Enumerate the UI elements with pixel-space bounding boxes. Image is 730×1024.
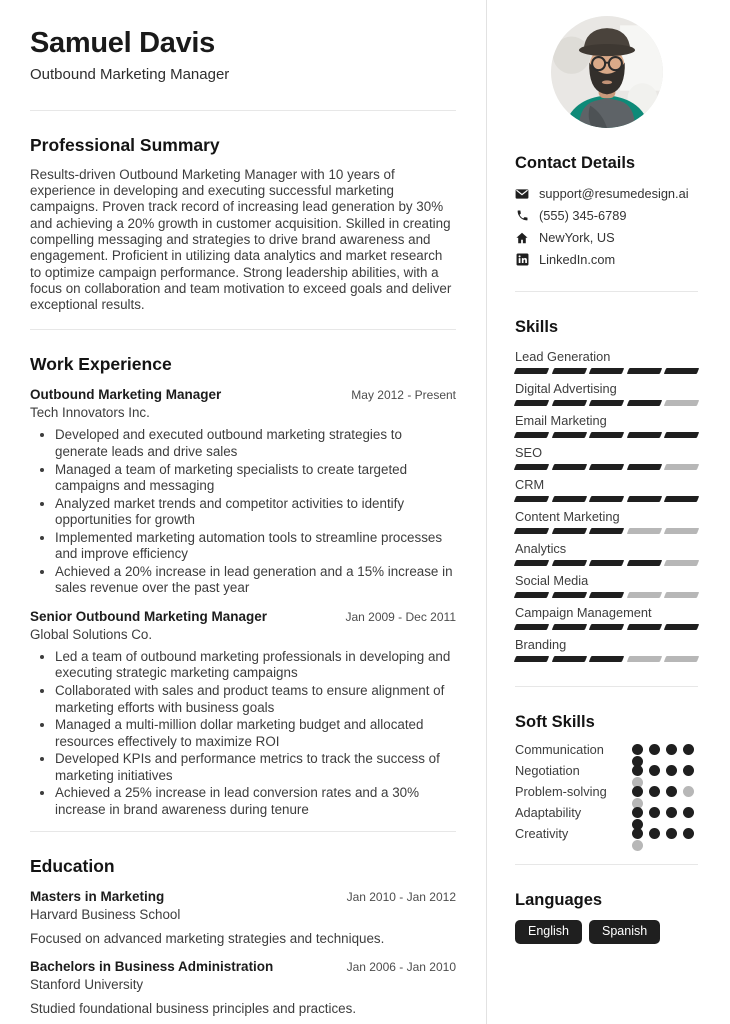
- skill-bar: [515, 464, 698, 470]
- skill-bar-segment: [664, 400, 699, 406]
- skill-item: [515, 573, 698, 598]
- job-bullet-list: [30, 427, 456, 596]
- soft-skill-dot: [649, 828, 660, 839]
- skill-name: SEO: [515, 445, 543, 460]
- job-bullet: • Led a team of outbound marketing professionals in developing and executing strategic marketing campaigns: [55, 649, 456, 682]
- skill-item: [515, 637, 698, 662]
- education-dates: Jan 2006 - Jan 2010: [346, 960, 456, 975]
- education-list: [30, 888, 456, 1017]
- skill-bar-segment: [664, 560, 699, 566]
- soft-skill-dot: [666, 744, 677, 755]
- soft-skill-name: Problem-solving: [515, 784, 607, 799]
- soft-skill-item: [515, 784, 698, 805]
- skill-bar-segment: [589, 368, 624, 374]
- skill-bar-segment: [589, 592, 624, 598]
- soft-skill-dot: [632, 765, 643, 776]
- skill-bar-segment: [514, 368, 549, 374]
- job-bullet: • Managed a team of marketing specialists to create targeted campaigns and messaging: [55, 462, 456, 495]
- contact-item[interactable]: [515, 208, 698, 223]
- skill-bar-segment: [627, 560, 662, 566]
- skill-bar-segment: [664, 368, 699, 374]
- job-bullet: • Achieved a 25% increase in lead conversion rates and a 30% increase in brand awareness during tenure: [55, 785, 456, 818]
- skill-name: Lead Generation: [515, 349, 611, 364]
- soft-skills-list: [515, 742, 698, 847]
- soft-skill-dot: [632, 828, 643, 839]
- education-dates: Jan 2010 - Jan 2012: [346, 890, 456, 905]
- home-icon: [515, 231, 529, 245]
- education-description: Focused on advanced marketing strategies and techniques.: [30, 931, 385, 947]
- skill-bar-segment: [627, 592, 662, 598]
- skill-item: [515, 349, 698, 374]
- languages-heading: Languages: [515, 891, 603, 909]
- skill-bar-segment: [551, 528, 586, 534]
- language-tag: English: [515, 920, 582, 944]
- language-tag: Spanish: [589, 920, 660, 944]
- skill-bar-segment: [589, 400, 624, 406]
- skill-bar-segment: [514, 464, 549, 470]
- soft-skill-dot: [649, 807, 660, 818]
- skill-bar-segment: [589, 656, 624, 662]
- skill-bar-segment: [514, 432, 549, 438]
- skill-name: Analytics: [515, 541, 567, 556]
- section-divider: [515, 291, 698, 292]
- soft-skill-item: [515, 805, 698, 826]
- section-divider: [30, 110, 456, 111]
- skill-name: Campaign Management: [515, 605, 652, 620]
- job-bullet: • Developed and executed outbound marketing strategies to generate leads and drive sales: [55, 427, 456, 460]
- summary-text: Results-driven Outbound Marketing Manager with 10 years of experience in developing and executing successful marketing campaigns. Proven track record of increasing lead generation by 30% and achieving a 20% growth in customer acquisition. Skilled in creating compelling messaging and strategies to drive brand awareness and engagement. Proficient in utilizing data analytics and market research to optimize campaign performance. Strong leadership abilities, with a focus on collaboration and team motivation to exceed goals and deliver exceptional results.: [30, 166, 452, 313]
- contact-list: [515, 186, 698, 267]
- contact-item-text: (555) 345-6789: [539, 208, 627, 223]
- skill-item: [515, 509, 698, 534]
- soft-skill-dot: [632, 786, 643, 797]
- work-experience-heading: Work Experience: [30, 354, 172, 375]
- job-header: [30, 608, 456, 625]
- skill-bar: [515, 496, 698, 502]
- skill-bar: [515, 624, 698, 630]
- skill-bar-segment: [514, 528, 549, 534]
- job-bullet: • Achieved a 20% increase in lead generation and a 15% increase in sales revenue over the past year: [55, 564, 456, 597]
- skill-bar-segment: [664, 496, 699, 502]
- soft-skill-dot: [649, 786, 660, 797]
- job-title: Senior Outbound Marketing Manager: [30, 608, 268, 624]
- soft-skill-item: [515, 826, 698, 847]
- skill-bar-segment: [551, 432, 586, 438]
- skill-item: [515, 445, 698, 470]
- skill-bar-segment: [551, 464, 586, 470]
- skill-bar-segment: [664, 528, 699, 534]
- education-school: Stanford University: [30, 977, 144, 993]
- skill-bar-segment: [514, 400, 549, 406]
- soft-skill-name: Communication: [515, 742, 604, 757]
- soft-skill-item: [515, 742, 698, 763]
- skill-bar: [515, 528, 698, 534]
- skill-item: [515, 541, 698, 566]
- soft-skill-dot: [683, 744, 694, 755]
- soft-skill-dot: [683, 765, 694, 776]
- soft-skill-dot: [632, 807, 643, 818]
- soft-skills-heading: Soft Skills: [515, 713, 595, 731]
- skill-bar-segment: [514, 560, 549, 566]
- soft-skill-dots: [632, 828, 698, 851]
- profile-photo: [551, 16, 663, 128]
- skill-name: Social Media: [515, 573, 589, 588]
- soft-skill-dots: [632, 744, 698, 767]
- skill-bar-segment: [514, 656, 549, 662]
- skill-name: Digital Advertising: [515, 381, 617, 396]
- skill-item: [515, 381, 698, 406]
- skill-bar-segment: [589, 432, 624, 438]
- education-degree: Bachelors in Business Administration: [30, 959, 274, 975]
- skill-item: [515, 413, 698, 438]
- job-company: Global Solutions Co.: [30, 626, 153, 642]
- skill-bar-segment: [664, 432, 699, 438]
- soft-skill-dot: [683, 786, 694, 797]
- education-header: [30, 958, 456, 975]
- job-title: Outbound Marketing Manager: [30, 387, 222, 403]
- skill-bar-segment: [664, 656, 699, 662]
- skill-bar-segment: [589, 464, 624, 470]
- contact-item-text: LinkedIn.com: [539, 252, 616, 267]
- section-divider: [515, 686, 698, 687]
- skill-bar-segment: [664, 624, 699, 630]
- contact-item[interactable]: [515, 230, 698, 245]
- skill-bar: [515, 432, 698, 438]
- soft-skill-dot: [649, 744, 660, 755]
- job-bullet: • Implemented marketing automation tools to streamline processes and improve efficiency: [55, 530, 456, 563]
- skill-bar-segment: [551, 624, 586, 630]
- summary-heading: Professional Summary: [30, 134, 220, 155]
- skill-bar-segment: [664, 592, 699, 598]
- linkedin-icon: [515, 253, 529, 267]
- skill-bar-segment: [551, 656, 586, 662]
- skill-bar-segment: [551, 560, 586, 566]
- soft-skill-dot: [632, 840, 643, 851]
- job-bullet-list: [30, 649, 456, 818]
- soft-skill-dot: [666, 786, 677, 797]
- soft-skill-dot: [666, 765, 677, 776]
- soft-skill-name: Creativity: [515, 826, 569, 841]
- person-name: Samuel Davis: [30, 27, 215, 59]
- soft-skill-item: [515, 763, 698, 784]
- education-entry: [30, 888, 456, 947]
- education-school: Harvard Business School: [30, 907, 181, 923]
- job-header: [30, 386, 456, 403]
- soft-skill-dot: [683, 807, 694, 818]
- education-entry: [30, 958, 456, 1017]
- skill-name: Email Marketing: [515, 413, 607, 428]
- contact-item[interactable]: [515, 186, 698, 201]
- contact-item-text: support@resumedesign.ai: [539, 186, 689, 201]
- skill-bar-segment: [551, 368, 586, 374]
- soft-skill-dot: [649, 765, 660, 776]
- skill-bar-segment: [514, 592, 549, 598]
- skill-bar-segment: [664, 464, 699, 470]
- soft-skill-name: Negotiation: [515, 763, 580, 778]
- job-bullet: • Developed KPIs and performance metrics to track the success of marketing initiatives: [55, 751, 456, 784]
- soft-skill-dots: [632, 765, 698, 788]
- skill-bar: [515, 560, 698, 566]
- section-divider: [30, 329, 456, 330]
- skill-bar-segment: [627, 624, 662, 630]
- skill-bar: [515, 656, 698, 662]
- skill-bar: [515, 592, 698, 598]
- section-divider: [30, 831, 456, 832]
- phone-icon: [515, 209, 529, 223]
- skill-name: Content Marketing: [515, 509, 620, 524]
- contact-item[interactable]: [515, 252, 698, 267]
- education-description: Studied foundational business principles and practices.: [30, 1001, 357, 1017]
- skill-bar-segment: [589, 528, 624, 534]
- education-degree: Masters in Marketing: [30, 889, 165, 905]
- job-entry: [30, 608, 456, 818]
- profile-photo-illustration: [551, 16, 663, 128]
- skill-bar-segment: [589, 560, 624, 566]
- job-bullet: • Analyzed market trends and competitor activities to identify opportunities for growth: [55, 496, 456, 529]
- contact-heading: Contact Details: [515, 154, 636, 172]
- resume-sidebar-column: [487, 0, 730, 1024]
- job-bullet: • Collaborated with sales and product teams to ensure alignment of marketing efforts with business goals: [55, 683, 456, 716]
- soft-skill-name: Adaptability: [515, 805, 582, 820]
- skills-list: [515, 349, 698, 662]
- soft-skill-dot: [632, 744, 643, 755]
- person-job-title: Outbound Marketing Manager: [30, 65, 230, 83]
- skill-name: CRM: [515, 477, 545, 492]
- skill-bar-segment: [627, 368, 662, 374]
- skill-bar-segment: [627, 496, 662, 502]
- education-header: [30, 888, 456, 905]
- languages-list: [515, 920, 698, 944]
- skill-item: [515, 477, 698, 502]
- email-icon: [515, 187, 529, 201]
- section-divider: [515, 864, 698, 865]
- skill-bar-segment: [627, 432, 662, 438]
- skill-bar-segment: [589, 624, 624, 630]
- skill-bar-segment: [627, 656, 662, 662]
- work-experience-list: [30, 386, 456, 818]
- job-entry: [30, 386, 456, 596]
- soft-skill-dot: [666, 828, 677, 839]
- job-bullet: • Managed a multi-million dollar marketing budget and allocated resources effectively to maximize ROI: [55, 717, 456, 750]
- job-dates: Jan 2009 - Dec 2011: [345, 609, 456, 624]
- skill-bar: [515, 368, 698, 374]
- skill-bar-segment: [551, 496, 586, 502]
- skill-bar-segment: [589, 496, 624, 502]
- skill-item: [515, 605, 698, 630]
- skill-name: Branding: [515, 637, 567, 652]
- skill-bar: [515, 400, 698, 406]
- skill-bar-segment: [627, 464, 662, 470]
- soft-skill-dot: [666, 807, 677, 818]
- skill-bar-segment: [627, 400, 662, 406]
- job-company: Tech Innovators Inc.: [30, 405, 150, 421]
- skill-bar-segment: [514, 496, 549, 502]
- soft-skill-dots: [632, 807, 698, 830]
- education-heading: Education: [30, 856, 115, 877]
- soft-skill-dot: [683, 828, 694, 839]
- contact-item-text: NewYork, US: [539, 230, 615, 245]
- skill-bar-segment: [627, 528, 662, 534]
- skills-heading: Skills: [515, 318, 559, 336]
- skill-bar-segment: [551, 592, 586, 598]
- skill-bar-segment: [514, 624, 549, 630]
- soft-skill-dots: [632, 786, 698, 809]
- skill-bar-segment: [551, 400, 586, 406]
- job-dates: May 2012 - Present: [351, 388, 456, 403]
